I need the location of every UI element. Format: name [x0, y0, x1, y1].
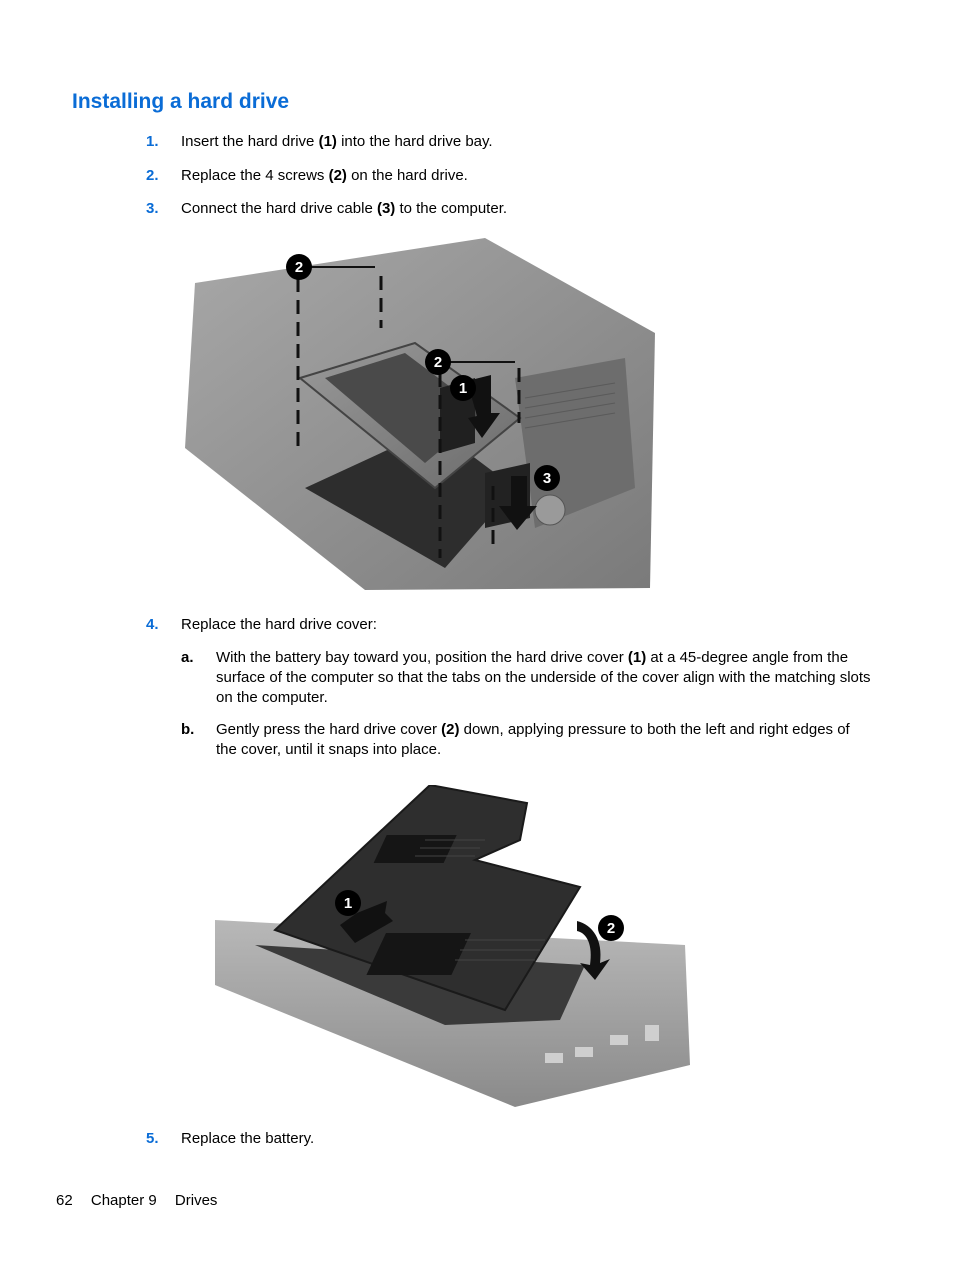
step-number: 3.	[146, 200, 159, 217]
substep-letter: b.	[181, 721, 195, 738]
step-number: 4.	[146, 616, 159, 633]
step-text: Insert the hard drive (1) into the hard drive bay.	[181, 133, 493, 150]
step-number: 5.	[146, 1130, 159, 1147]
step-number: 1.	[146, 133, 159, 150]
chapter-label: Chapter 9	[90, 1192, 157, 1209]
page-number: 62	[56, 1192, 73, 1209]
substep-letter: a.	[181, 649, 194, 666]
callout-1-label: 1	[343, 895, 353, 912]
step-text: Replace the hard drive cover:	[181, 616, 377, 633]
substep-text: With the battery bay toward you, position the hard drive cover (1) at a 45-degree angle from the surface of the computer so that the tabs on the underside of the cover align with the matching slots on the computer.	[216, 649, 871, 706]
section-label: Drives	[174, 1192, 218, 1209]
step-text: Replace the 4 screws (2) on the hard drive.	[181, 167, 468, 184]
page-title: Installing a hard drive	[72, 90, 290, 113]
callout-1-label: 1	[458, 380, 468, 397]
step-number: 2.	[146, 167, 159, 184]
hard-drive-install-illustration	[185, 238, 660, 593]
callout-2-label: 2	[606, 920, 616, 937]
callout-3-label: 3	[542, 470, 552, 487]
callout-2-label: 2	[294, 259, 304, 276]
step-text: Connect the hard drive cable (3) to the computer.	[181, 200, 508, 217]
callout-2-label: 2	[433, 354, 443, 371]
substep-text: Gently press the hard drive cover (2) down, applying pressure to both the left and right edges of the cover, until it snaps into place.	[216, 721, 850, 758]
step-text: Replace the battery.	[181, 1130, 315, 1147]
page-footer	[56, 1192, 231, 1209]
hard-drive-cover-illustration	[215, 785, 695, 1110]
